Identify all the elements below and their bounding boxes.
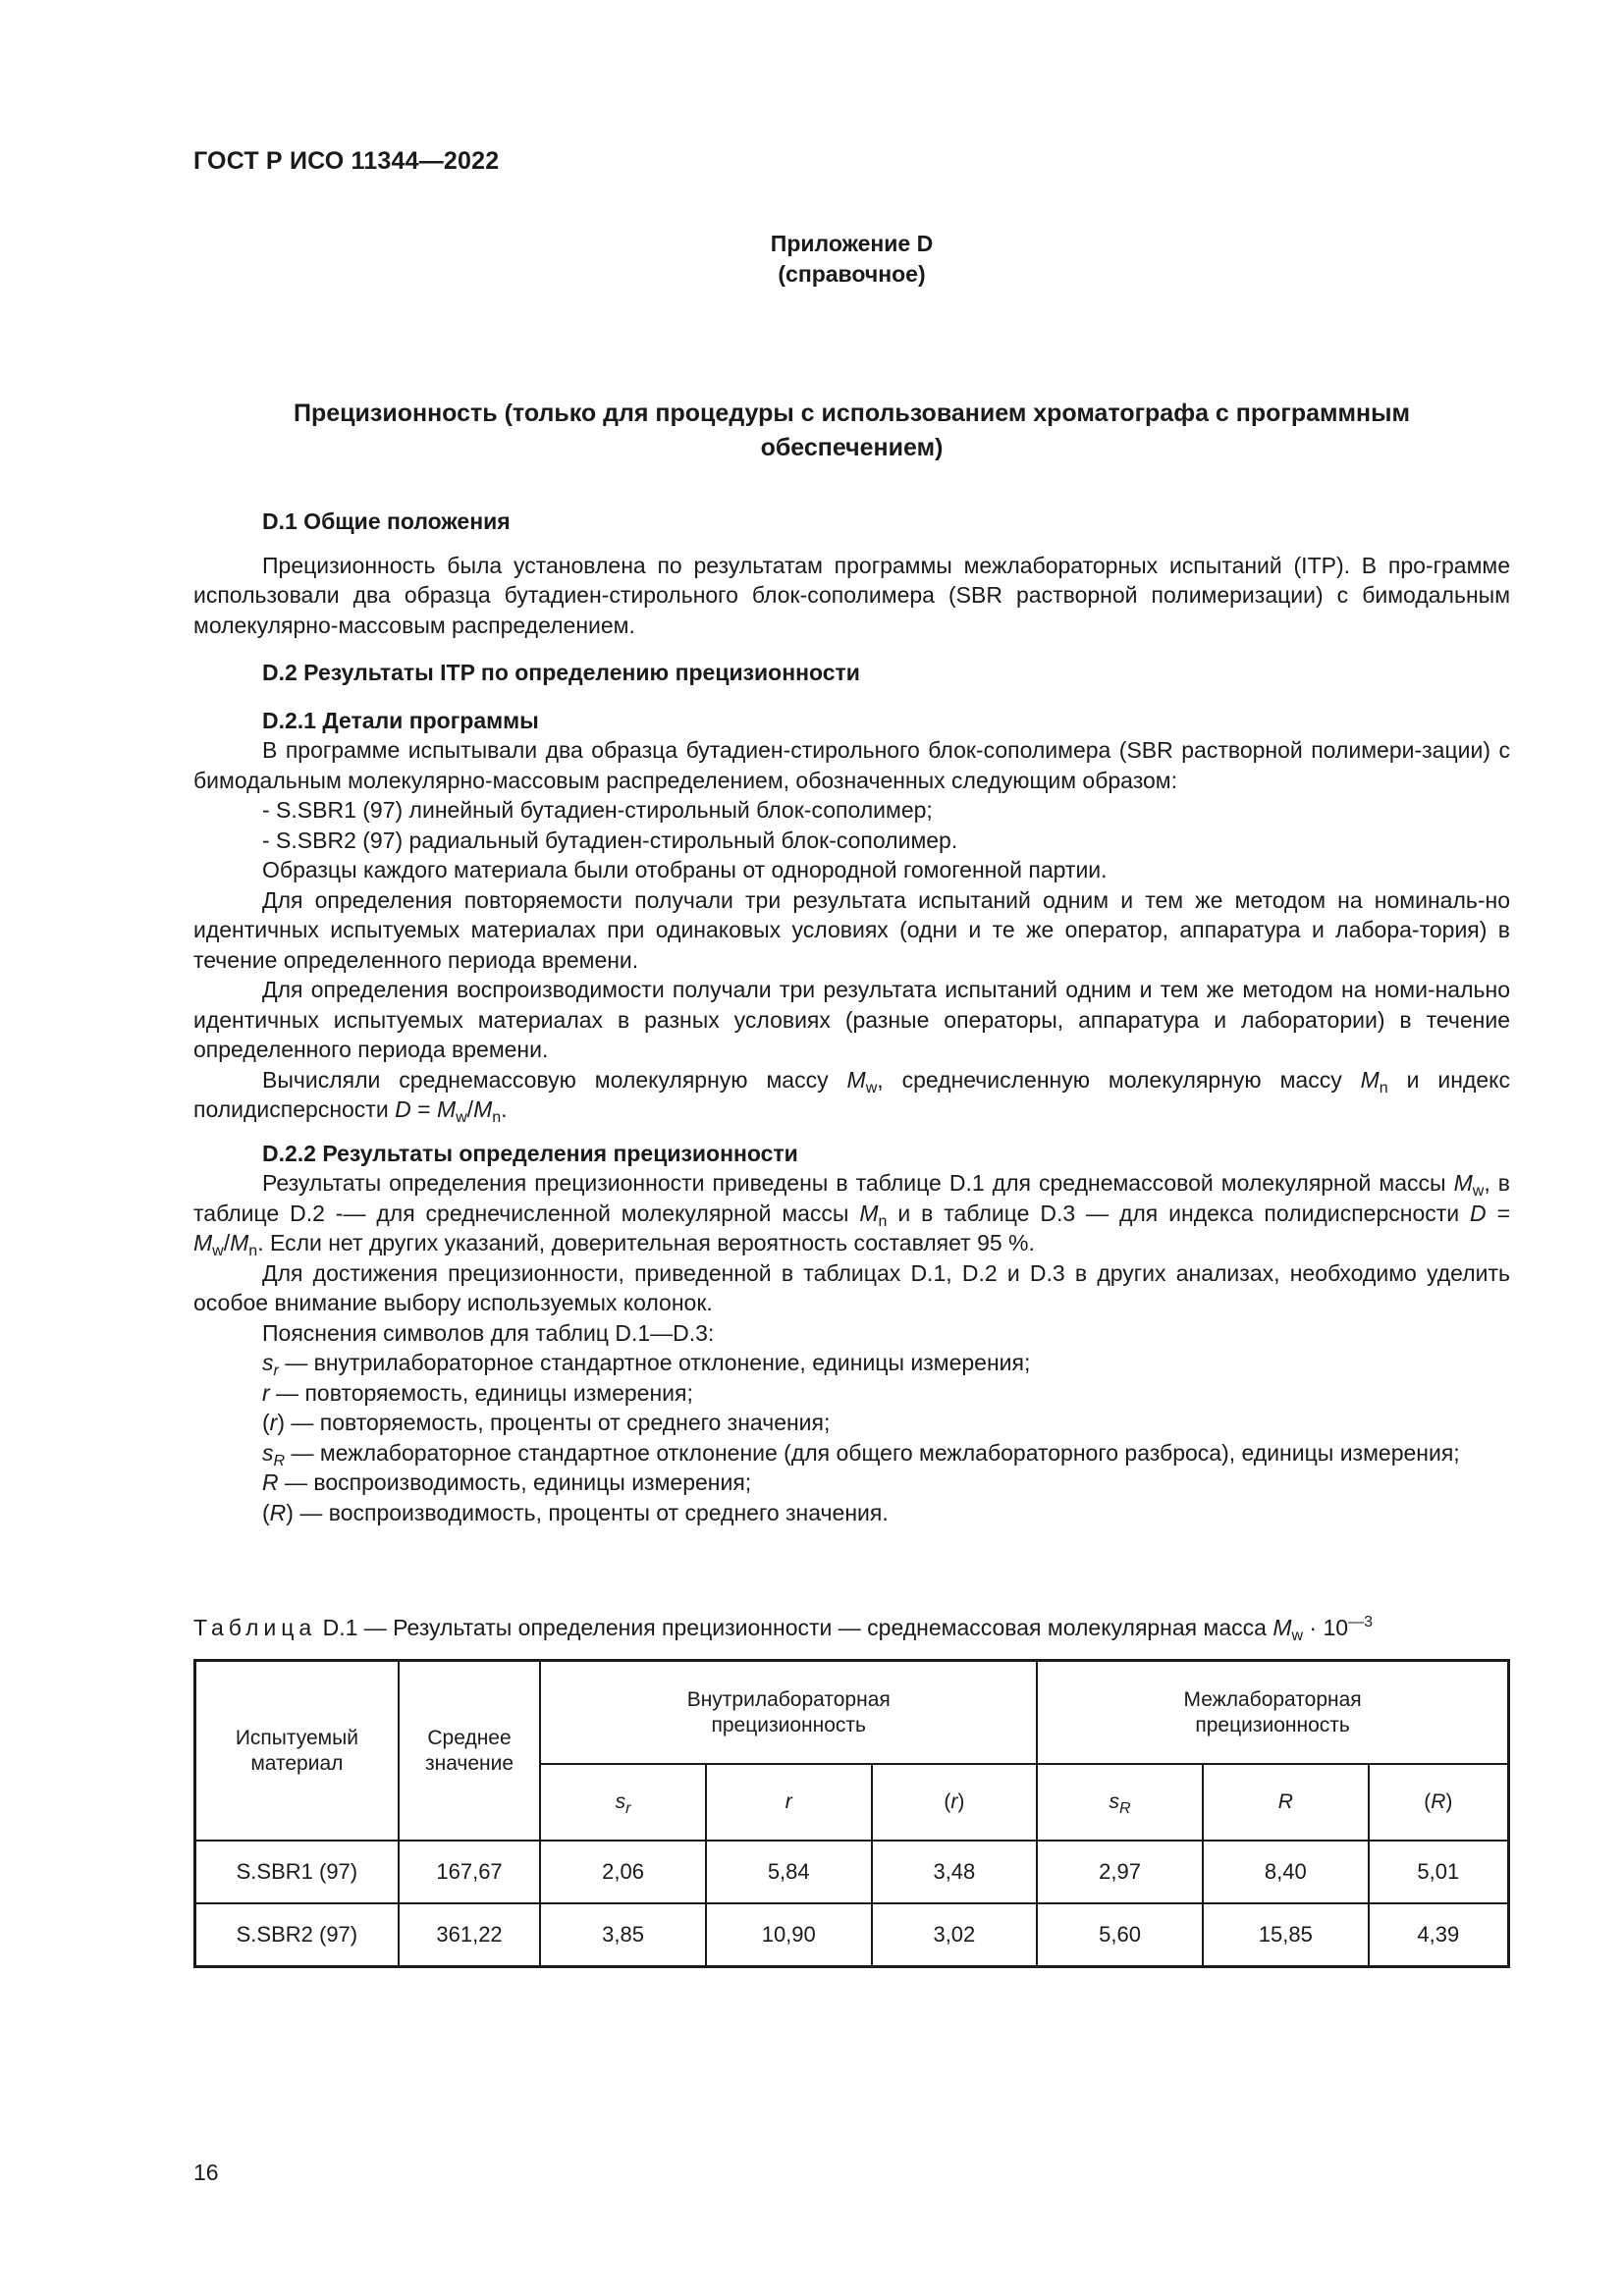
table-cell: 5,60 (1037, 1903, 1203, 1967)
table-cell: 8,40 (1203, 1841, 1369, 1903)
header-mean: Среднее значение (399, 1661, 541, 1842)
table-cell: 2,97 (1037, 1841, 1203, 1903)
table-cell: S.SBR2 (97) (195, 1903, 399, 1967)
table-cell: 2,06 (540, 1841, 706, 1903)
header-material: Испытуемый материал (195, 1661, 399, 1842)
paragraph-d21-intro: В программе испытывали два образца бутадиен-стирольного блок-сополимера (SBR растворной полимери-зации) с бимодальным молекулярно-массовым распределением, обозначенных следующим образом: (193, 737, 1510, 793)
section-heading-d1: D.1 Общие положения (262, 508, 511, 534)
section-heading-d2: D.2 Результаты ITP по определению прецизионности (262, 660, 860, 685)
table-cell: 3,02 (872, 1903, 1038, 1967)
header-R: R (1203, 1764, 1369, 1841)
list-item-sbr2: - S.SBR2 (97) радиальный бутадиен-стирольный блок-сополимер. (262, 827, 958, 853)
annex-main-title (193, 397, 1510, 465)
list-item-sbr1: - S.SBR1 (97) линейный бутадиен-стирольный блок-сополимер; (262, 797, 933, 823)
legend-sr: $s_r$ — внутрилабораторное стандартное отклонение, единицы измерения; (262, 1350, 1031, 1379)
precision-table (193, 1659, 1510, 1968)
document-body (193, 507, 1510, 1527)
table-cell: S.SBR1 (97) (195, 1841, 399, 1903)
header-r: r (706, 1764, 872, 1841)
table-cell: 4,39 (1369, 1903, 1509, 1967)
paragraph-samples: Образцы каждого материала были отобраны от однородной гомогенной партии. (262, 857, 1108, 882)
section-heading-d21: D.2.1 Детали программы (262, 707, 539, 733)
header-sR: $s_R$ (1037, 1764, 1203, 1841)
legend-sR: $s_R$ — межлабораторное стандартное отклонение (для общего межлабораторного разброса), единицы измерения; (262, 1439, 1460, 1469)
header-R-percent: (R) (1369, 1764, 1509, 1841)
legend-r: r — повторяемость, единицы измерения; (262, 1379, 693, 1406)
paragraph-calculated: Вычисляли среднемассовую молекулярную массу $M_w$, среднечисленную молекулярную массу $M_n$ и индекс полидисперсности $D = M_w/M_n$. (193, 1066, 1510, 1126)
table-row (195, 1841, 1509, 1903)
table-cell: 10,90 (706, 1903, 872, 1967)
paragraph-repeatability: Для определения повторяемости получали три результата испытаний одним и тем же методом на номиналь-но идентичных испытуемых материалах при одинаковых условиях (одни и те же оператор, аппаратура и лабора-тория) в течение определенного периода времени. (193, 886, 1510, 973)
title-line-2: обеспечением) (760, 434, 944, 461)
page-number: 16 (193, 2160, 219, 2185)
table-caption: Таблица D.1 — Результаты определения прецизионности — среднемассовая молекулярная масса $M_w \cdot 10^{—3}$ (193, 1614, 1373, 1644)
annex-type: (справочное) (778, 261, 926, 287)
legend-R-percent: (R) — воспроизводимость, проценты от среднего значения. (262, 1499, 889, 1525)
legend-r-percent: (r) — повторяемость, проценты от среднего значения; (262, 1410, 831, 1435)
paragraph-results: Результаты определения прецизионности приведены в таблице D.1 для среднемассовой молекулярной массы $M_w$, в таблице D.2 -— для среднечисленной молекулярной массы $M_n$ и в таблице D.3 — для индекса полидисперсности $D = M_w/M_n$. Если нет других указаний, доверительная вероятность составляет 95 %. (193, 1170, 1510, 1259)
standard-designation: ГОСТ Р ИСО 11344—2022 (193, 147, 500, 175)
section-heading-d22: D.2.2 Результаты определения прецизионности (262, 1140, 798, 1166)
table-cell: 3,85 (540, 1903, 706, 1967)
table-cell: 167,67 (399, 1841, 541, 1903)
table-cell: 5,01 (1369, 1841, 1509, 1903)
header-between-lab: Межлабораторная прецизионность (1037, 1661, 1508, 1765)
paragraph-reproducibility: Для определения воспроизводимости получали три результата испытаний одним и тем же методом на номи-нально идентичных испытуемых материалах в разных условиях (разные операторы, аппаратура и лаборатории) в течение определенного периода времени. (193, 977, 1510, 1062)
annex-heading (193, 229, 1510, 290)
title-line-1: Прецизионность (только для процедуры с использованием хроматографа с программным (294, 400, 1410, 427)
paragraph-symbols-intro: Пояснения символов для таблиц D.1—D.3: (262, 1319, 715, 1346)
table-cell: 361,22 (399, 1903, 541, 1967)
paragraph-d1: Прецизионность была установлена по результатам программы межлабораторных испытаний (ITP). В про-грамме использовали два образца бутадиен-стирольного блок-сополимера (SBR растворной полимеризации) с бимодальным молекулярно-массовым распределением. (193, 552, 1510, 638)
header-within-lab: Внутрилабораторная прецизионность (540, 1661, 1037, 1765)
table-cell: 15,85 (1203, 1903, 1369, 1967)
paragraph-columns: Для достижения прецизионности, приведенной в таблицах D.1, D.2 и D.3 в других анализах, необходимо уделить особое внимание выбору используемых колонок. (193, 1259, 1510, 1315)
header-r-percent: (r) (872, 1764, 1038, 1841)
legend-R: R — воспроизводимость, единицы измерения; (262, 1469, 752, 1495)
header-sr: $s_r$ (540, 1764, 706, 1841)
table-cell: 5,84 (706, 1841, 872, 1903)
annex-title: Приложение D (770, 231, 934, 256)
table-cell: 3,48 (872, 1841, 1038, 1903)
table-row (195, 1903, 1509, 1967)
